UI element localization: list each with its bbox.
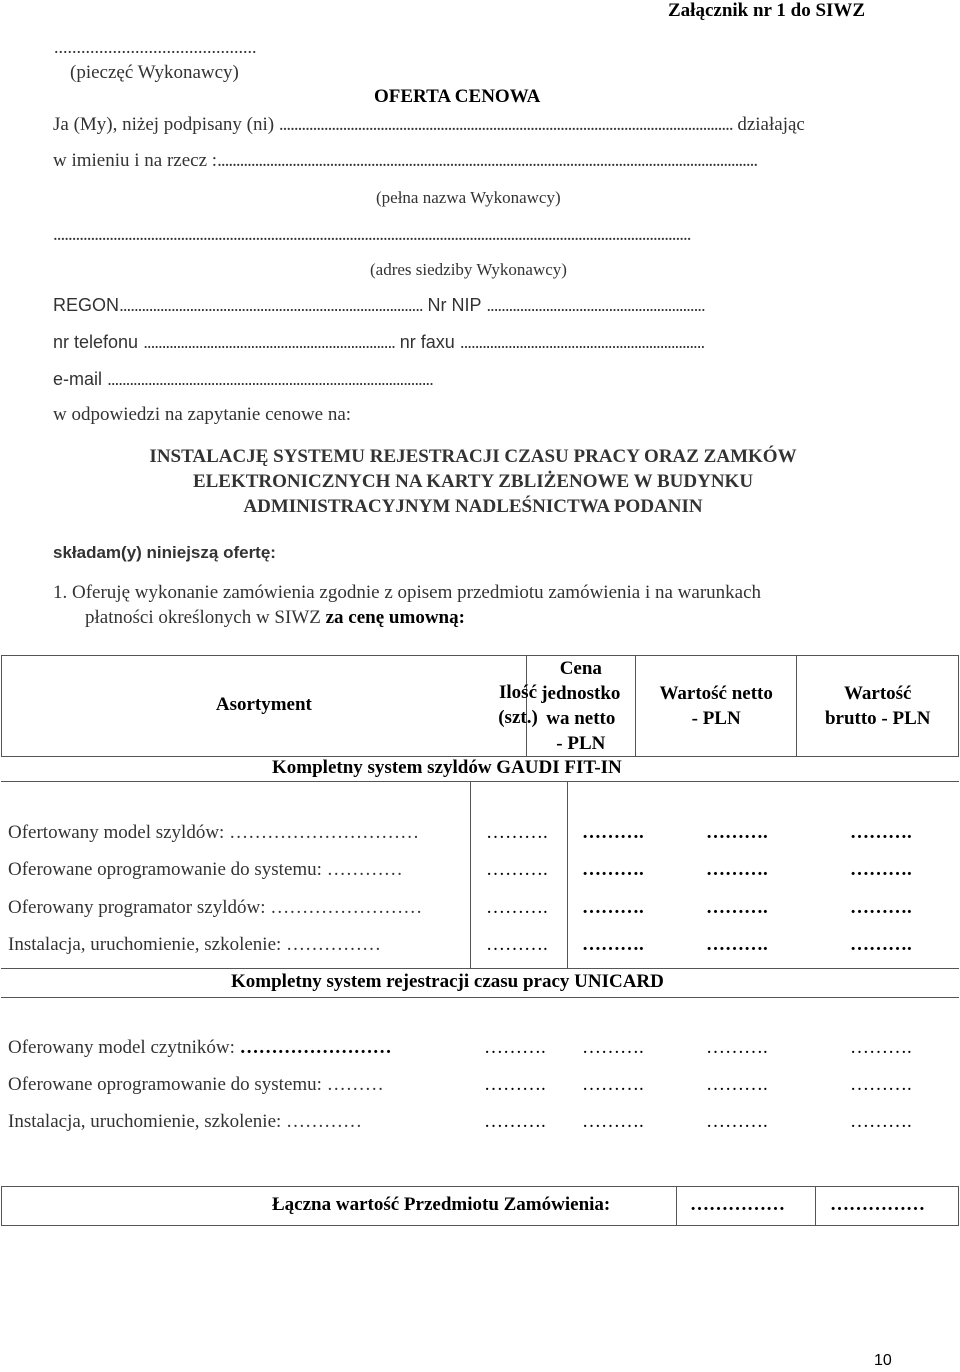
subject-line-3: ADMINISTRACYJNYM NADLEŚNICTWA PODANIN [243, 496, 703, 517]
header-unit-price: Cena jednostko wa netto - PLN [526, 656, 635, 757]
document-title: OFERTA CENOWA [374, 86, 541, 107]
s1-r3-qty: ………. [486, 897, 548, 918]
s2-r2-gross: ………. [850, 1074, 912, 1095]
s2-r3-net: ………. [706, 1111, 768, 1132]
section2-row-1-label: Oferowany model czytników: …………………… [8, 1037, 392, 1058]
stamp-label: (pieczęć Wykonawcy) [70, 62, 239, 83]
section2-title: Kompletny system rejestracji czasu pracy UNICARD [231, 971, 664, 992]
on-behalf-line: w imieniu i na rzecz :................................................................................................................................................ [53, 150, 758, 171]
section2-row-2-label: Oferowane oprogramowanie do systemu: ……… [8, 1074, 384, 1095]
full-name-label: (pełna nazwa Wykonawcy) [376, 188, 561, 207]
s2-r3-gross: ………. [850, 1111, 912, 1132]
total-vline-2 [815, 1186, 816, 1226]
point1-line2: płatności określonych w SIWZ za cenę umowną: [85, 607, 465, 628]
total-net-fill: …………… [690, 1194, 785, 1215]
s1-r4-net: ………. [706, 934, 768, 955]
attachment-label: Załącznik nr 1 do SIWZ [668, 0, 866, 21]
section1-row-3-label: Oferowany programator szyldów: …………………… [8, 897, 423, 918]
point1-line1: 1. Oferuję wykonanie zamówienia zgodnie z opisem przedmiotu zamówienia i na warunkach [53, 582, 762, 603]
order-subject [53, 444, 893, 519]
subject-line-1: INSTALACJĘ SYSTEMU REJESTRACJI CZASU PRACY ORAZ ZAMKÓW [149, 446, 797, 467]
section1-vline-2 [567, 781, 568, 968]
section1-row-4-label: Instalacja, uruchomienie, szkolenie: …………… [8, 934, 382, 955]
s2-r1-gross: ………. [850, 1037, 912, 1058]
s1-r2-net: ………. [706, 859, 768, 880]
s1-r3-net: ………. [706, 897, 768, 918]
section1-vline-1 [470, 781, 471, 968]
s1-r3-unit: ………. [582, 897, 644, 918]
total-vline-1 [676, 1186, 677, 1226]
s1-r1-net: ………. [706, 822, 768, 843]
s2-r2-net: ………. [706, 1074, 768, 1095]
s1-r2-unit: ………. [582, 859, 644, 880]
header-net-value: Wartość netto - PLN [635, 656, 797, 757]
intro-text: w odpowiedzi na zapytanie cenowe na: [53, 404, 352, 425]
section1-row-1-label: Ofertowany model szyldów: ………………………… [8, 822, 420, 843]
header-assortment-cell [2, 656, 527, 757]
signatory-line: Ja (My), niżej podpisany (ni) ......................................................................................................................... działając [53, 114, 805, 135]
phone-fax-line: nr telefonu .................................................................... nr faxu .................................................................. [53, 332, 705, 352]
s2-r2-qty: ………. [484, 1074, 546, 1095]
address-label: (adres siedziby Wykonawcy) [370, 260, 567, 279]
header-qty: Ilość (szt.) [498, 682, 538, 728]
s1-r2-gross: ………. [850, 859, 912, 880]
section1-body-top [1, 781, 959, 782]
section2-row-3-label: Instalacja, uruchomienie, szkolenie: ………… [8, 1111, 363, 1132]
total-label: Łączna wartość Przedmiotu Zamówienia: [272, 1194, 611, 1215]
page-number: 10 [874, 1352, 892, 1369]
s1-r2-qty: ………. [486, 859, 548, 880]
s1-r1-qty: ………. [486, 822, 548, 843]
section1-row-2-label: Oferowane oprogramowanie do systemu: ………… [8, 859, 403, 880]
s2-r3-qty: ………. [484, 1111, 546, 1132]
submit-statement: składam(y) niniejszą ofertę: [53, 543, 276, 562]
total-gross-fill: …………… [830, 1194, 925, 1215]
price-table-header [1, 655, 959, 757]
header-assortment: Asortyment [215, 694, 312, 715]
email-line: e-mail ........................................................................................ [53, 369, 433, 389]
section1-title: Kompletny system szyldów GAUDI FIT-IN [272, 757, 622, 778]
stamp-dots: ............................................. [54, 37, 257, 57]
s2-r3-unit: ………. [582, 1111, 644, 1132]
s2-r1-net: ………. [706, 1037, 768, 1058]
subject-line-2: ELEKTRONICZNYCH NA KARTY ZBLIŻENOWE W BUDYNKU [192, 471, 754, 492]
s1-r4-unit: ………. [582, 934, 644, 955]
s2-r1-unit: ………. [582, 1037, 644, 1058]
regon-nip-line: REGON.................................................................................. Nr NIP ........................................................... [53, 295, 705, 315]
s1-r4-qty: ………. [486, 934, 548, 955]
s1-r1-gross: ………. [850, 822, 912, 843]
s1-r1-unit: ………. [582, 822, 644, 843]
s1-r4-gross: ………. [850, 934, 912, 955]
address-dots: .......................................................................................................................................................................... [53, 224, 691, 245]
s2-r2-unit: ………. [582, 1074, 644, 1095]
s2-r1-qty: ………. [484, 1037, 546, 1058]
header-gross-value: Wartość brutto - PLN [797, 656, 959, 757]
s1-r3-gross: ………. [850, 897, 912, 918]
